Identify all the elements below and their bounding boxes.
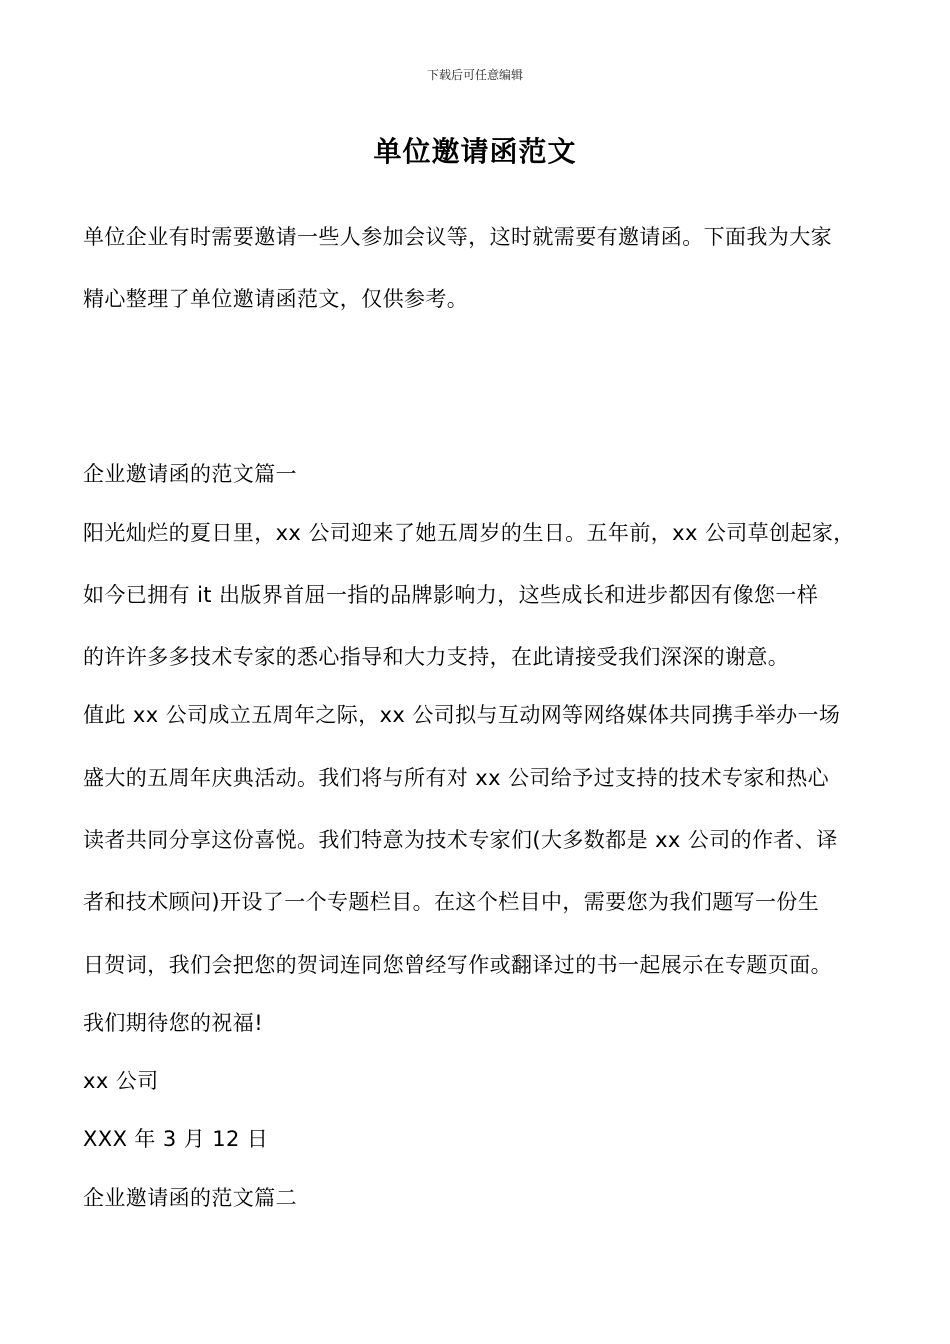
document-title: 单位邀请函范文 [373,135,577,168]
paragraph-2-line-2: 盛大的五周年庆典活动。我们将与所有对 xx 公司给予过支持的技术专家和热心 [83,766,830,790]
paragraph-1-line-3: 的许许多多技术专家的悉心指导和大力支持，在此请接受我们深深的谢意。 [83,645,790,669]
signature-company: xx 公司 [83,1069,159,1093]
closing-line: 我们期待您的祝福! [83,1011,264,1035]
paragraph-1-line-2: 如今已拥有 it 出版界首屈一指的品牌影响力，这些成长和进步都因有像您一样 [83,583,819,607]
intro-line-1: 单位企业有时需要邀请一些人参加会议等，这时就需要有邀请函。下面我为大家 [83,225,832,249]
header-note: 下载后可任意编辑 [426,68,523,82]
paragraph-2-line-3: 读者共同分享这份喜悦。我们特意为技术专家们(大多数都是 xx 公司的作者、译 [83,828,838,852]
paragraph-1-line-1: 阳光灿烂的夏日里，xx 公司迎来了她五周岁的生日。五年前，xx 公司草创起家， [83,521,855,545]
paragraph-2-line-5: 日贺词，我们会把您的贺词连同您曾经写作或翻译过的书一起展示在专题页面。 [83,953,832,977]
section-1-heading: 企业邀请函的范文篇一 [83,462,297,486]
paragraph-2-line-4: 者和技术顾问)开设了一个专题栏目。在这个栏目中，需要您为我们题写一份生 [83,890,820,914]
intro-line-2: 精心整理了单位邀请函范文，仅供参考。 [83,287,469,311]
signature-date: XXX 年 3 月 12 日 [83,1127,269,1151]
paragraph-2-line-1: 值此 xx 公司成立五周年之际，xx 公司拟与互动网等网络媒体共同携手举办一场 [83,703,841,727]
section-2-heading: 企业邀请函的范文篇二 [83,1186,297,1210]
